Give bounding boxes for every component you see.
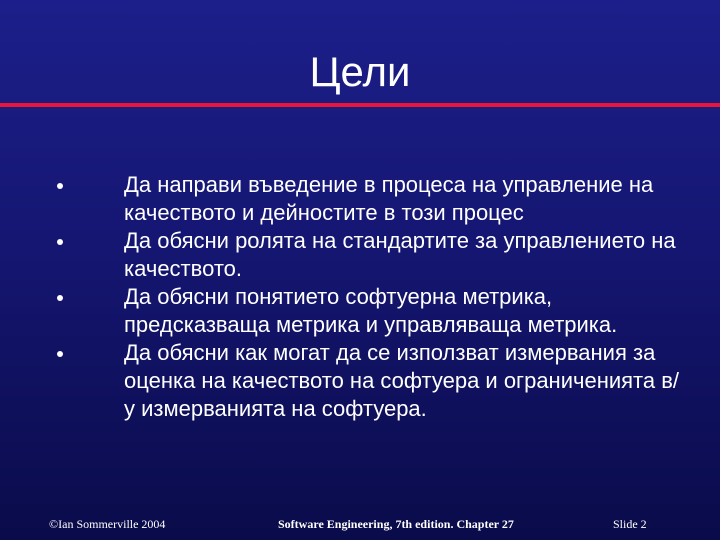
slide-title: Цели <box>309 48 411 95</box>
bullet-dot-icon <box>57 351 63 357</box>
bullet-list <box>0 171 720 423</box>
footer-copyright: ©Ian Sommerville 2004 <box>49 517 166 531</box>
bullet-text: Да обясни ролята на стандартите за управлението на качеството. <box>124 228 676 281</box>
bullet-text: Да направи въведение в процеса на управление на качеството и дейностите в този процес <box>124 172 654 225</box>
title-underline <box>0 103 720 107</box>
footer-slide-number: Slide 2 <box>613 517 647 531</box>
bullet-dot-icon <box>57 183 63 189</box>
bullet-text: Да обясни как могат да се използват измервания за оценка на качеството на софтуера и ограниченията в/у измерванията на софтуера. <box>124 340 680 421</box>
bullet-item <box>0 283 684 339</box>
bullet-item <box>0 339 684 423</box>
bullet-dot-icon <box>57 295 63 301</box>
bullet-text: Да обясни понятието софтуерна метрика, предсказваща метрика и управляваща метрика. <box>124 284 618 337</box>
footer-course-title: Software Engineering, 7th edition. Chapter 27 <box>278 517 514 531</box>
bullet-item <box>0 227 684 283</box>
bullet-dot-icon <box>57 239 63 245</box>
bullet-item <box>0 171 684 227</box>
